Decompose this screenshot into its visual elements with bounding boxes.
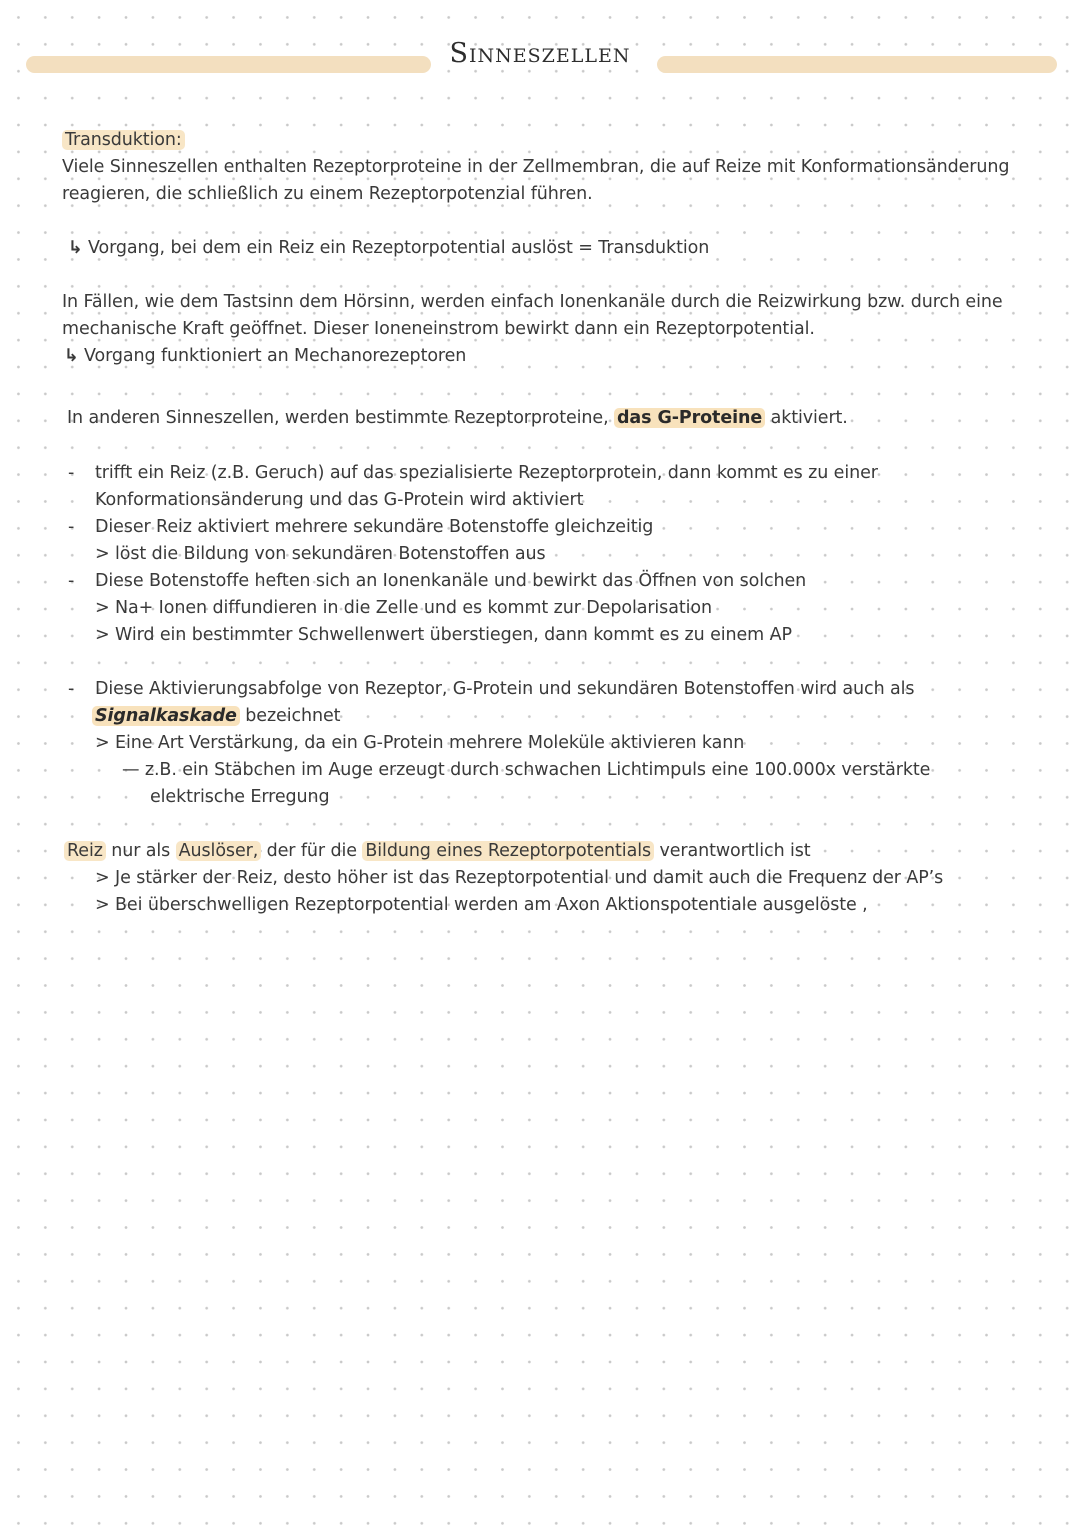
highlight-bildung: Bildung eines Rezeptorpotentials: [362, 841, 654, 861]
arrow-icon: ↳: [68, 238, 83, 258]
bullet-text: bezeichnet: [239, 706, 341, 726]
bullet-line: > Na+ Ionen diffundieren in die Zelle und es kommt zur Depolarisation: [95, 598, 712, 618]
reiz-sub-line: > Je stärker der Reiz, desto höher ist das Rezeptorpotential und damit auch die Frequenz der AP’s: [95, 868, 944, 888]
highlight-ausloeser: Auslöser,: [176, 841, 262, 861]
bullet-line: Konformationsänderung und das G-Protein wird aktiviert: [95, 490, 584, 510]
bullet-dash: -: [68, 571, 75, 591]
intro-text: In anderen Sinneszellen, werden bestimmte Rezeptorproteine,: [67, 408, 614, 428]
highlight-reiz: Reiz: [64, 841, 106, 861]
bullet-line: > Eine Art Verstärkung, da ein G-Protein mehrere Moleküle aktivieren kann: [95, 733, 745, 753]
reiz-line: [64, 841, 811, 861]
bullet-dash: -: [68, 463, 75, 483]
reiz-text: verantwortlich ist: [653, 841, 811, 861]
bullet-dash: -: [68, 517, 75, 537]
reiz-text: nur als: [105, 841, 176, 861]
arrow-line: [68, 238, 709, 258]
highlight-signalkaskade: Signalkaskade: [92, 706, 240, 726]
gprotein-intro: [67, 408, 848, 428]
arrow-line: [64, 346, 466, 366]
intro-text-end: aktiviert.: [765, 408, 848, 428]
highlight-g-protein: das G-Proteine: [614, 408, 765, 428]
arrow-text: Vorgang funktioniert an Mechanorezeptoren: [84, 346, 467, 366]
bullet-line: Dieser Reiz aktiviert mehrere sekundäre Botenstoffe gleichzeitig: [95, 517, 654, 537]
bullet-line: > Wird ein bestimmter Schwellenwert überstiegen, dann kommt es zu einem AP: [95, 625, 792, 645]
paragraph-line: In Fällen, wie dem Tastsinn dem Hörsinn, werden einfach Ionenkanäle durch die Reizwirkung bzw. durch eine: [62, 292, 1003, 312]
heading-text: Transduktion:: [62, 130, 185, 150]
bullet-line: > löst die Bildung von sekundären Botenstoffen aus: [95, 544, 546, 564]
bullet-line: Diese Aktivierungsabfolge von Rezeptor, G-Protein und sekundären Botenstoffen wird auch als: [95, 679, 915, 699]
bullet-line: — z.B. ein Stäbchen im Auge erzeugt durch schwachen Lichtimpuls eine 100.000x verstärkte: [122, 760, 931, 780]
reiz-text: der für die: [261, 841, 363, 861]
reiz-sub-line: > Bei überschwelligen Rezeptorpotential werden am Axon Aktionspotentiale ausgelöste ,: [95, 895, 868, 915]
bullet-dash: -: [68, 679, 75, 699]
bullet-line: elektrische Erregung: [150, 787, 330, 807]
section-heading-transduktion: [62, 130, 185, 150]
paragraph-line: reagieren, die schließlich zu einem Rezeptorpotenzial führen.: [62, 184, 593, 204]
arrow-text: Vorgang, bei dem ein Reiz ein Rezeptorpotential auslöst = Transduktion: [88, 238, 710, 258]
bullet-line: trifft ein Reiz (z.B. Geruch) auf das spezialisierte Rezeptorprotein, dann kommt es zu einer: [95, 463, 878, 483]
paragraph-line: mechanische Kraft geöffnet. Dieser Ioneneinstrom bewirkt dann ein Rezeptorpotential.: [62, 319, 815, 339]
page-title: Sinneszellen: [449, 38, 631, 69]
paragraph-line: Viele Sinneszellen enthalten Rezeptorproteine in der Zellmembran, die auf Reize mit Konformationsänderung: [62, 157, 1010, 177]
arrow-icon: ↳: [64, 346, 79, 366]
bullet-line: Diese Botenstoffe heften sich an Ionenkanäle und bewirkt das Öffnen von solchen: [95, 571, 807, 591]
bullet-line: [92, 706, 340, 726]
